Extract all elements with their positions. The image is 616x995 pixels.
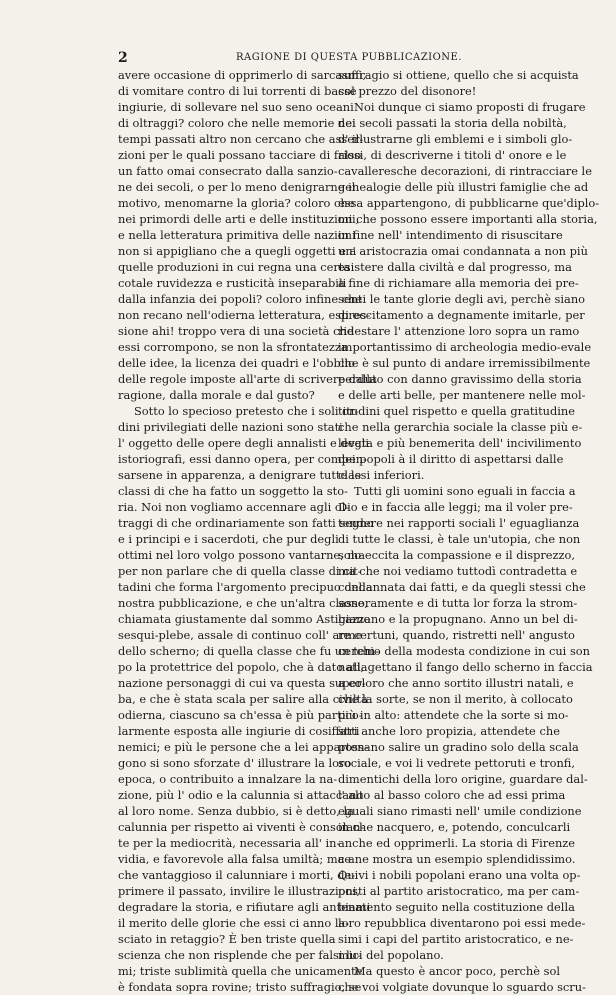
text-line: è fondata sopra rovine; tristo suffragio, se [118, 980, 362, 994]
text-line: larmente esposta alle ingiurie di cosiffatti [118, 724, 360, 738]
text-line: sarsene in apparenza, a denigrare tutte le [118, 468, 362, 482]
text-line: anche ed opprimerli. La storia di Firenze [338, 836, 576, 850]
text-line: ria. Noi non vogliamo accennare agli ol- [118, 500, 350, 514]
text-line: cotale ruvidezza e rusticità inseparabili [118, 276, 347, 290]
text-line: delle idee, la licenza dei quadri e l'obblio [118, 356, 355, 370]
text-line: dimentichi della loro origine, guardare dal- [338, 772, 588, 786]
text-line: non recano nell'odierna letteratura, espres- [118, 308, 371, 322]
text-line: nostra pubblicazione, e che un'altra classe, [118, 596, 368, 610]
text-line: mi; triste sublimità quella che unicamente [118, 964, 363, 978]
text-line: di tutte le classi, è tale un'utopia, che non [338, 532, 581, 546]
text-line: col prezzo del disonore! [338, 84, 477, 98]
text-line: avere occasione di opprimerlo di sarcasmi, [118, 68, 367, 82]
text-line: esistere dalla civiltà e dal progresso, ma [338, 260, 572, 274]
text-line: d' illustrarne gli emblemi e i simboli glo- [338, 132, 573, 146]
text-line: levata e più benemerita dell' incivilimento [338, 436, 582, 450]
text-line: cavalleresche decorazioni, di rintracciare le [338, 164, 592, 178]
text-line: Sotto lo specioso pretesto che i soli or- [134, 404, 359, 418]
text-line: nazione personaggi di cui va questa super- [118, 676, 366, 690]
running-title: RAGIONE DI QUESTA PUBBLICAZIONE. [236, 52, 463, 63]
text-line: sesqui-plebe, assale di continuo coll' arme [118, 628, 363, 642]
text-line: delle regole imposte all'arte di scrivere dalla [118, 372, 377, 386]
text-line: dei popoli à il diritto di aspettarsi dalle [338, 452, 564, 466]
text-line: che la sorte, se non il merito, à collocato [338, 692, 573, 706]
text-line: tadini che forma l'argomento precipuo della [118, 580, 373, 594]
text-line: motivo, menomarne la gloria? coloro che [118, 196, 355, 210]
left-column [118, 67, 380, 995]
text-line: possano salire un gradino solo della scala [338, 740, 579, 754]
text-line: quelle produzioni in cui regna una certa [118, 260, 351, 274]
text-line: il merito delle glorie che essi ci anno la- [118, 916, 350, 930]
text-line: non si appigliano che a quegli oggetti e a [118, 244, 357, 258]
text-line: ne dei secoli, o per lo meno denigrarne il [118, 180, 356, 194]
text-line: gono si sono sforzate d' illustrare la loro [118, 756, 352, 770]
text-line: riosi, di descriverne i titoli d' onore e le [338, 148, 567, 162]
text-line: ridestare l' attenzione loro sopra un ramo [338, 324, 580, 338]
page-header [118, 50, 560, 66]
text-line: ottimi nel loro volgo possono vantarne, ma [118, 548, 365, 562]
text-line: un fatto omai consecrato dalla sanzio- [118, 164, 338, 178]
text-line: nei secoli passati la storia della nobiltà, [338, 116, 567, 130]
text-line: loro repubblica diventarono poi essi mede- [338, 916, 586, 930]
text-line: l' oggetto delle opere degli annalisti e degli [118, 436, 370, 450]
text-line: sciato in retaggio? È ben triste quella [118, 932, 336, 946]
text-line: Tutti gli uomini sono eguali in faccia a [354, 484, 576, 498]
text-line: degradare la storia, e rifiutare agli antenati [118, 900, 371, 914]
text-line: ba, e che è stata scala per salire alla civiltà [118, 692, 368, 706]
text-line: che è sul punto di andare irremissibilmente [338, 356, 591, 370]
text-line: essa appartengono, di pubblicarne que'diplo- [338, 196, 600, 210]
text-line: che voi volgiate dovunque lo sguardo scru- [338, 980, 586, 994]
text-line: sonoramente e di tutta lor forza la strom- [338, 596, 578, 610]
text-line: simi i capi del partito aristocratico, e ne- [338, 932, 574, 946]
text-line: che nella gerarchia sociale la classe più e- [338, 420, 583, 434]
text-line: ma che noi vediamo tuttodì contradetta e [338, 564, 578, 578]
text-line: po la protettrice del popolo, che à dato alla [118, 660, 368, 674]
text-line: epoca, o contribuito a innalzare la na- [118, 772, 338, 786]
text-line: per non parlare che di quella classe di cit- [118, 564, 362, 578]
text-line: zione, più l' odio e la calunnia si attaccano [118, 788, 364, 802]
text-line: te per la mediocrità, necessaria all' in- [118, 836, 341, 850]
text-line: solo eccita la compassione e il disprezzo, [338, 548, 576, 562]
text-line: genealogie delle più illustri famiglie che ad [338, 180, 589, 194]
text-line: posti al partito aristocratico, ma per cam- [338, 884, 580, 898]
text-line: di oltraggi? coloro che nelle memorie dei [118, 116, 356, 130]
text-line: zioni per le quali possano tacciare di falso [118, 148, 362, 162]
text-line: in fine nell' intendimento di risuscitare [338, 228, 563, 242]
text-line: tendere nei rapporti sociali l' eguaglianza [338, 516, 580, 530]
text-line: a fine di richiamare alla memoria dei pre- [338, 276, 579, 290]
text-line: chiamata giustamente dal sommo Astigiano [118, 612, 371, 626]
text-line: e i principi e i sacerdoti, che pur degli [118, 532, 339, 546]
text-line: biamento seguito nella costituzione della [338, 900, 575, 914]
text-line: senti le tante glorie degli avi, perchè siano [338, 292, 586, 306]
text-line: che vantaggioso il calunniare i morti, de- [118, 868, 356, 882]
text-line: dini privilegiati delle nazioni sono stati [118, 420, 343, 434]
text-line: Noi dunque ci siamo proposti di frugare [354, 100, 586, 114]
text-line: suffragio si ottiene, quello che si acquista [338, 68, 579, 82]
text-line: mi che possono essere importanti alla storia, [338, 212, 598, 226]
text-line: di vomitare contro di lui torrenti di basse [118, 84, 357, 98]
text-line: tempi passati altro non cercano che asser- [118, 132, 364, 146]
text-line: Dio e in faccia alle leggi; ma il voler pre- [338, 500, 573, 514]
text-line: istoriografi, essi danno opera, per compen- [118, 452, 367, 466]
text-line: odierna, ciascuno sa ch'essa è più partico- [118, 708, 363, 722]
text-line: nei primordi delle arti e delle instituzioni, [118, 212, 360, 226]
text-line: sione ahi! troppo vera di una società che [118, 324, 354, 338]
text-line: di eccitamento a degnamente imitarle, per [338, 308, 585, 322]
text-line: un' aristocrazia omai condannata a non più [338, 244, 588, 258]
text-line: scienza che non risplende che per falsi lu- [118, 948, 361, 962]
text-line: ingiurie, di sollevare nel suo seno oceani [118, 100, 354, 114]
text-line: nemici; e più le persone che a lei apparten- [118, 740, 369, 754]
text-line: e nella letteratura primitiva delle nazioni [118, 228, 356, 242]
text-line: re certuni, quando, ristretti nell' angusto [338, 628, 575, 642]
text-line: traggi di che ordinariamente son fatti segno [118, 516, 374, 530]
text-line: a coloro che anno sortito illustri natali, e [338, 676, 574, 690]
text-line: cerchio della modesta condizione in cui son [338, 644, 590, 658]
text-line: eguali siano rimasti nell' umile condizione [338, 804, 582, 818]
text-line: e delle arti belle, per mantenere nelle mol- [338, 388, 586, 402]
text-line: perduto con danno gravissimo della storia [338, 372, 582, 386]
text-line: vidia, e favorevole alla falsa umiltà; ma a [118, 852, 355, 866]
text-line: stri anche loro propizia, attendete che [338, 724, 560, 738]
text-line: Ma questo è ancor poco, perchè sol [354, 964, 560, 978]
text-line: l' alto al basso coloro che ad essi prima [338, 788, 566, 802]
text-line: titudini quel rispetto e quella gratitudine [338, 404, 576, 418]
text-line: classi di che ha fatto un soggetto la sto- [118, 484, 348, 498]
text-line: al loro nome. Senza dubbio, si è detto, la [118, 804, 354, 818]
text-line: Quivi i nobili popolani erano una volta op- [338, 868, 581, 882]
text-line: più in alto: attendete che la sorte si mo- [338, 708, 569, 722]
text-line: importantissimo di archeologia medio-evale [338, 340, 592, 354]
text-line: bazzano e la propugnano. Anno un bel di- [338, 612, 578, 626]
text-line: dalla infanzia dei popoli? coloro infine che [118, 292, 363, 306]
text-line: ragione, dalla morale e dal gusto? [118, 388, 315, 402]
text-line: primere il passato, invilire le illustrazioni, [118, 884, 361, 898]
text-line: ce ne mostra un esempio splendidissimo. [338, 852, 576, 866]
right-column [338, 67, 600, 995]
text-line: in che nacquero, e, potendo, conculcarli [338, 820, 571, 834]
text-line: nati, gettano il fango dello scherno in faccia [338, 660, 593, 674]
text-line: condannata dai fatti, e da quegli stessi che [338, 580, 586, 594]
text-line: calunnia per rispetto ai viventi è consolan- [118, 820, 365, 834]
text-line: mici del popolano. [338, 948, 444, 962]
page-number: 2 [118, 50, 128, 66]
text-line: dello scherno; di quella classe che fu un tem- [118, 644, 380, 658]
text-line: sociale, e voi li vedrete pettoruti e tronfi, [338, 756, 576, 770]
text-line: essi corrompono, se non la sfrontatezza [118, 340, 348, 354]
text-line: classi inferiori. [338, 468, 425, 482]
